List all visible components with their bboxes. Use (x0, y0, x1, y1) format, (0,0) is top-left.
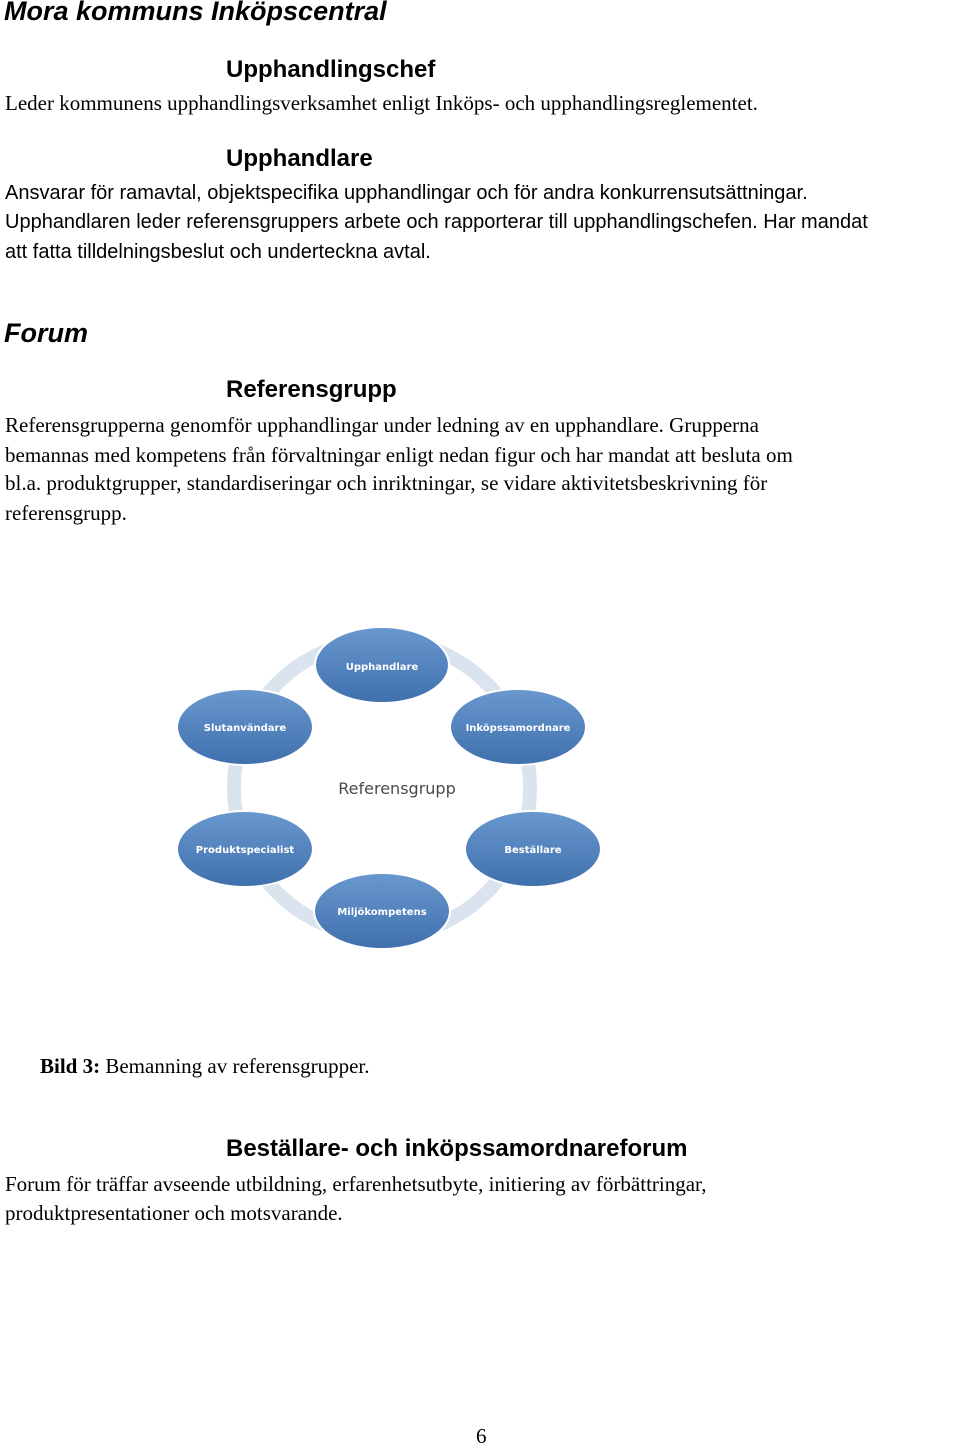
section-title-forum: Forum (4, 318, 88, 348)
node-inkopssamordnare-label: Inköpssamordnare (465, 723, 571, 734)
node-slutanvandare (177, 689, 313, 765)
node-upphandlare-label: Upphandlare (345, 662, 419, 673)
referensgrupp-text-line-4: referensgrupp. (5, 501, 127, 525)
upphandlingschef-text-line-1: Leder kommunens upphandlingsverksamhet enligt Inköps- och upphandlingsreglementet. (5, 91, 758, 115)
upphandlare-text-line-3: att fatta tilldelningsbeslut och underteckna avtal. (5, 241, 431, 263)
heading-upphandlare: Upphandlare (226, 145, 373, 172)
node-produktspecialist (177, 811, 313, 887)
node-upphandlare (315, 627, 449, 703)
diagram-center-label: Referensgrupp (338, 779, 456, 798)
upphandlare-text-line-2: Upphandlaren leder referensgruppers arbete och rapporterar till upphandlingschefen. Har mandat (5, 211, 868, 233)
figure-caption-label: Bild 3: (40, 1054, 101, 1078)
node-bestallare (465, 811, 601, 887)
node-slutanvandare-label: Slutanvändare (203, 723, 287, 734)
referensgrupp-text-line-2: bemannas med kompetens från förvaltningar enligt nedan figur och har mandat att besluta om (5, 443, 793, 467)
referensgrupp-text-line-3: bl.a. produktgrupper, standardiseringar och inriktningar, se vidare aktivitetsbeskrivning för (5, 471, 768, 495)
heading-upphandlingschef: Upphandlingschef (226, 56, 436, 83)
bestallare-forum-text-line-2: produktpresentationer och motsvarande. (5, 1201, 343, 1225)
figure-caption-text: Bemanning av referensgrupper. (100, 1054, 370, 1078)
node-miljokompetens-label: Miljökompetens (337, 907, 427, 918)
bestallare-forum-text-line-1: Forum för träffar avseende utbildning, erfarenhetsutbyte, initiering av förbättringar, (5, 1172, 707, 1196)
upphandlare-text-line-1: Ansvarar för ramavtal, objektspecifika upphandlingar och för andra konkurrensutsättningar. (5, 182, 808, 204)
node-bestallare-label: Beställare (504, 845, 562, 856)
referensgrupp-text-line-1: Referensgrupperna genomför upphandlingar under ledning av en upphandlare. Grupperna (5, 413, 759, 437)
heading-bestallare-forum: Beställare- och inköpssamordnareforum (226, 1135, 688, 1162)
page-number: 6 (476, 1424, 487, 1448)
node-miljokompetens (314, 873, 450, 949)
figure-caption (40, 1054, 370, 1079)
node-inkopssamordnare (450, 689, 586, 765)
document-title: Mora kommuns Inköpscentral (4, 0, 387, 26)
node-produktspecialist-label: Produktspecialist (195, 845, 295, 856)
heading-referensgrupp: Referensgrupp (226, 376, 397, 403)
